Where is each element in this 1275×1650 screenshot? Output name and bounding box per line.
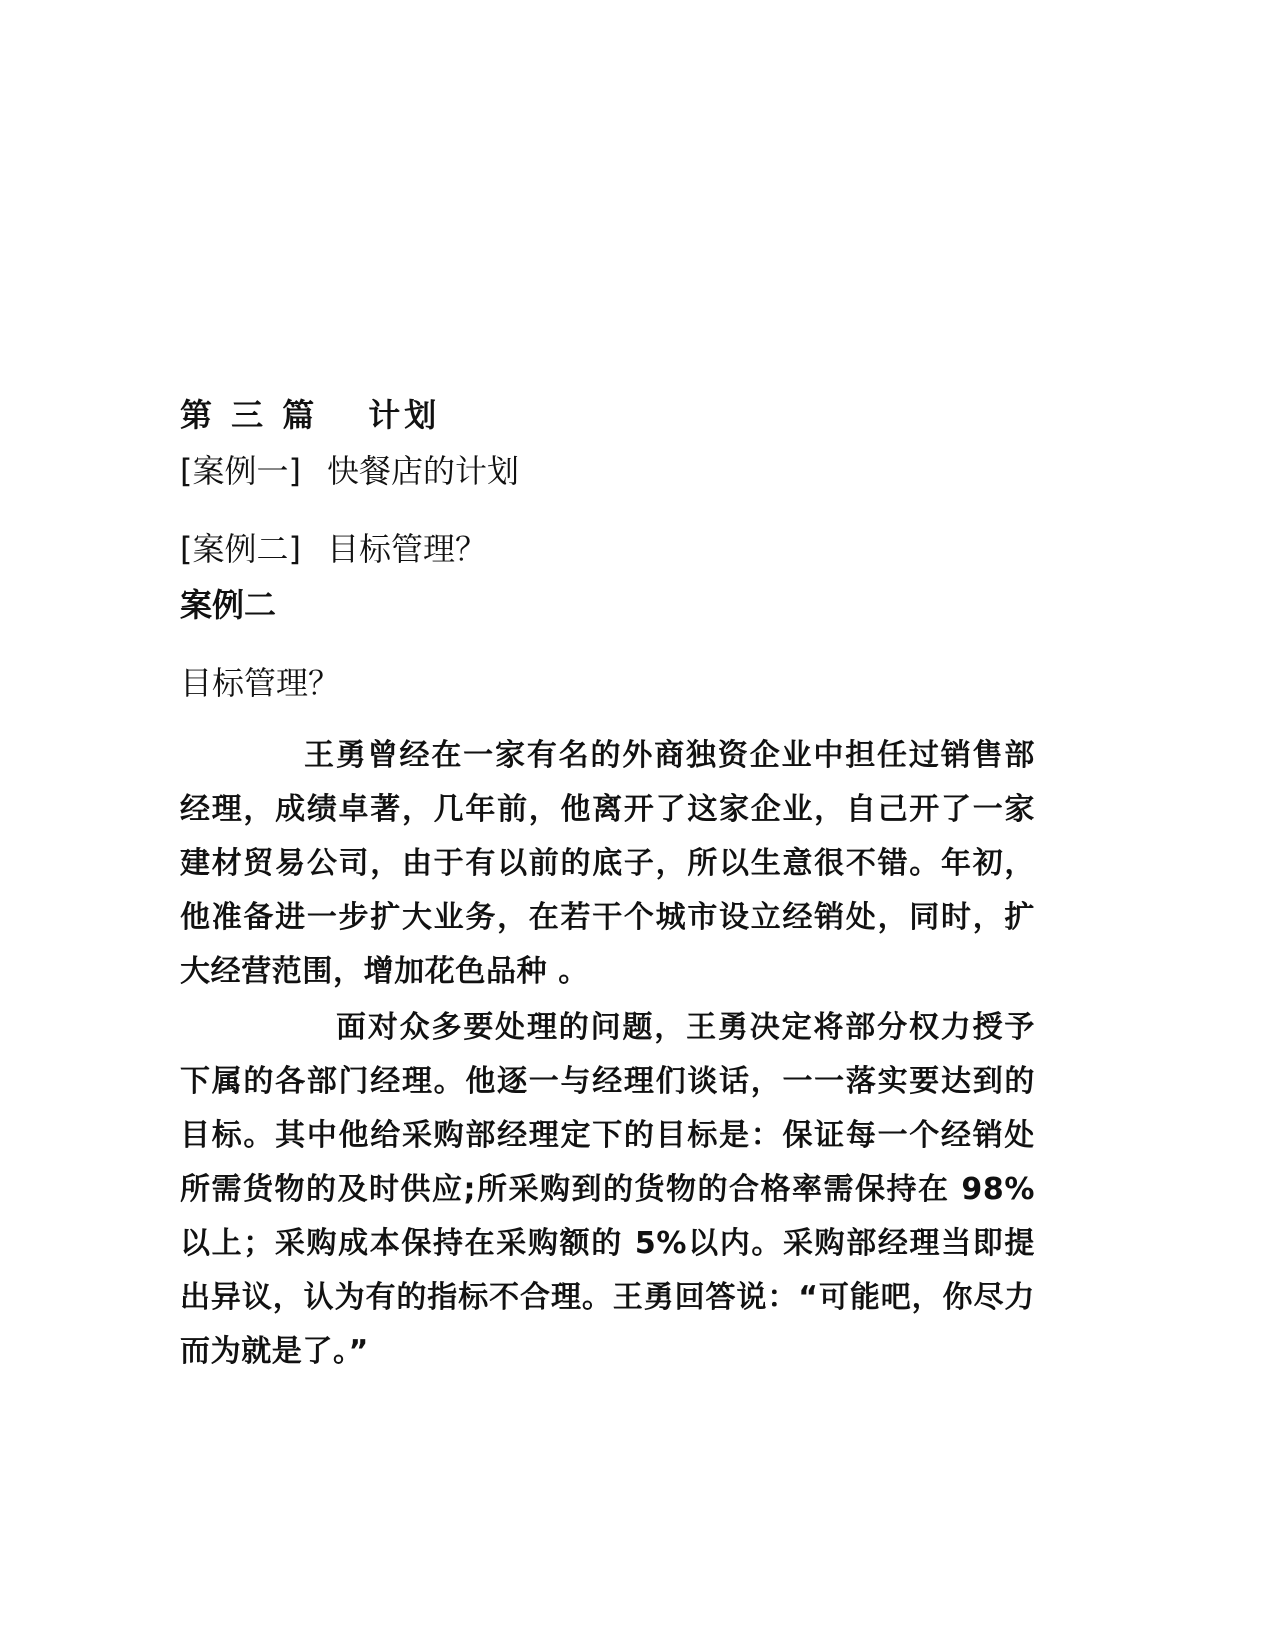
document-page <box>180 0 1035 1650</box>
contents-item-title: 快餐店的计划 <box>327 452 520 490</box>
contents-item <box>180 524 487 570</box>
contents-item-label: [案例二] <box>180 530 301 568</box>
part-label: 第 三 篇 <box>180 396 319 434</box>
case-heading: 案例二 <box>180 586 277 624</box>
case-subtitle: 目标管理？ <box>180 664 341 702</box>
body-paragraph: 面对众多要处理的问题，王勇决定将部分权力授予下属的各部门经理。他逐一与经理们谈话，一一落实要达到的目标。其中他给采购部经理定下的目标是：保证每一个经销处所需货物的及时供应;所采购到的货物的合格率需保持在 98%以上；采购成本保持在采购额的 5%以内。采购部经理当即提出异议，认为有的指标不合理。王勇回答说：“可能吧，你尽力而为就是了。” <box>180 1010 1035 1369</box>
contents-item-title: 目标管理？ <box>327 530 488 568</box>
contents-item-label: [案例一] <box>180 452 301 490</box>
part-name: 计划 <box>368 396 441 434</box>
part-title <box>180 390 440 436</box>
body-paragraph: 王勇曾经在一家有名的外商独资企业中担任过销售部经理，成绩卓著，几年前，他离开了这家企业，自己开了一家建材贸易公司，由于有以前的底子，所以生意很不错。年初，他准备进一步扩大业务，在若干个城市设立经销处，同时，扩大经营范围，增加花色品种 。 <box>180 738 1035 989</box>
contents-item <box>180 446 519 492</box>
